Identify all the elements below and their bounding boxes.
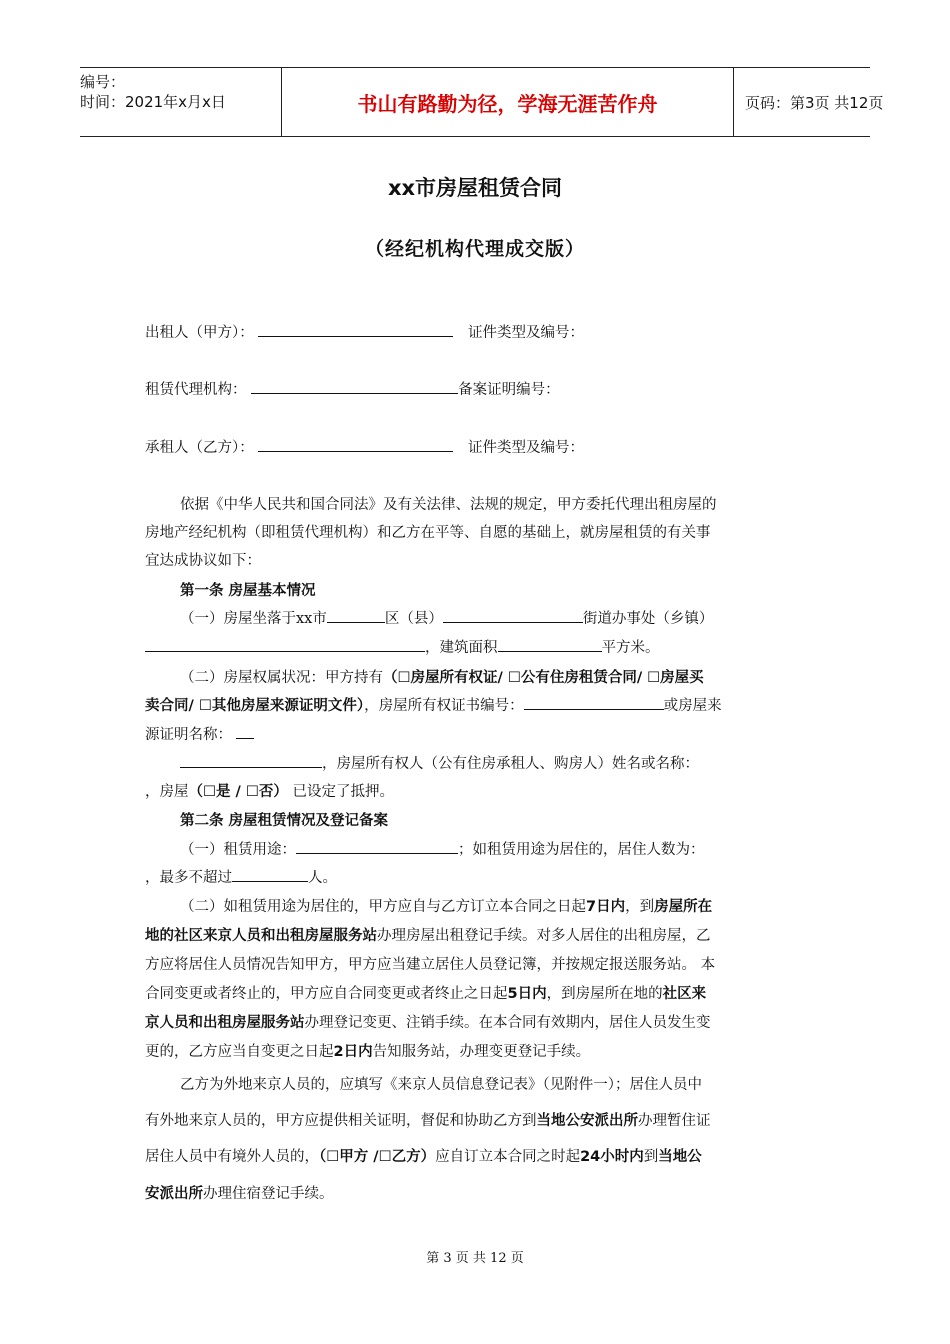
document-title: xx市房屋租赁合同 (387, 176, 563, 200)
agent-blank[interactable] (251, 379, 458, 394)
a2-text: 办理登记变更、注销手续。在本合同有效期内，居住人员发生变 (304, 1015, 711, 1031)
id-label-2: 证件类型及编号： (467, 440, 584, 456)
article-2-title: 第二条 房屋租赁情况及登记备案 (180, 813, 389, 829)
a2-place: 房屋所在 (654, 899, 713, 915)
a1-area-unit: 平方米。 (601, 640, 660, 656)
number-label: 编号： (80, 73, 126, 91)
header-table (80, 67, 884, 137)
a1-owner-label: ，房屋所有权人（公有住房承租人、购房人）姓名或名称： (322, 756, 699, 772)
lessee-blank[interactable] (258, 437, 453, 452)
a1-source-label: 或房屋来 (663, 698, 722, 714)
max-occupants-blank[interactable] (232, 867, 308, 882)
a2-text: 办理房屋出租登记手续。对多人居住的出租房屋，乙 (377, 928, 711, 944)
a1-line-4 (145, 694, 722, 715)
a2-max-unit: 人。 (308, 870, 337, 886)
header-meta (80, 68, 280, 136)
lessor-label: 出租人（甲方）： (145, 325, 254, 341)
a2-deadline-5: 5日内 (507, 986, 547, 1002)
a2-text: 办理住宿登记手续。 (203, 1186, 334, 1202)
lessor-blank[interactable] (258, 322, 453, 337)
header-page-info: 页码：第3页 共12页 (745, 93, 884, 112)
a2-line-7 (145, 1011, 711, 1032)
a2-line-5: 方应将居住人员情况告知甲方，甲方应当建立居住人员登记簿，并按规定报送服务站。 本 (145, 957, 716, 973)
a2-text: 更的，乙方应当自变更之日起 (145, 1044, 334, 1060)
district-blank[interactable] (327, 608, 385, 623)
a1-cert-label: ，房屋所有权证书编号： (364, 698, 524, 714)
cert-blank[interactable] (524, 695, 664, 710)
a2-line-2 (145, 866, 337, 887)
a1-district-label: 区（县） (384, 611, 443, 627)
a2-occupants-label: ；如租赁用途为居住的，居住人数为： (458, 842, 705, 858)
intro-line-3: 宜达成协议如下： (145, 553, 261, 569)
a1-mortgage-label: ，房屋 (145, 784, 189, 800)
a2-text: ，到房屋所在地的 (546, 986, 663, 1002)
a2-text: 告知服务站，办理变更登记手续。 (372, 1044, 591, 1060)
agent-line (145, 378, 560, 399)
header-motto: 书山有路勤为径，学海无涯苦作舟 (281, 68, 734, 136)
a2-place: 地的社区来京人员和出租房屋服务站 (145, 928, 377, 944)
a2-deadline-24h: 24小时内 (580, 1149, 644, 1165)
a1-line-5 (145, 723, 254, 744)
a2-text: 居住人员中有境外人员的， (145, 1149, 319, 1165)
a2-deadline-2: 2日内 (333, 1044, 373, 1060)
a2-deadline-7: 7日内 (586, 899, 626, 915)
a2-place: 京人员和出租房屋服务站 (145, 1015, 305, 1031)
a2-text: 合同变更或者终止的，甲方应自合同变更或者终止之日起 (145, 986, 508, 1002)
a2-line-1 (180, 838, 705, 859)
a1-mortgage-text: 已设定了抵押。 (287, 784, 394, 800)
a1-area-label: ，建筑面积 (425, 640, 498, 656)
a2-line-8 (145, 1040, 590, 1061)
a2-line-3 (180, 895, 712, 916)
a1-line-3 (180, 666, 704, 687)
intro-line-2: 房地产经纪机构（即租赁代理机构）和乙方在平等、自愿的基础上，就房屋租赁的有关事 (145, 525, 711, 541)
a2-line-11 (145, 1145, 702, 1166)
a2-police: 当地公 (658, 1149, 702, 1165)
a1-source-name-label: 源证明名称： (145, 727, 232, 743)
a2-party-options: （☐甲方 /☐乙方） (319, 1149, 436, 1165)
source-name-blank[interactable] (236, 724, 254, 739)
a2-max-label: ，最多不超过 (145, 870, 232, 886)
a2-police: 当地公安派出所 (536, 1113, 638, 1129)
article-1-title: 第一条 房屋基本情况 (180, 583, 316, 599)
intro-line-1: 依据《中华人民共和国合同法》及有关法律、法规的规定，甲方委托代理出租房屋的 (180, 497, 717, 513)
a1-line-6 (180, 752, 699, 773)
owner-blank[interactable] (180, 753, 322, 768)
a1-line-7 (145, 780, 394, 801)
a2-line-10 (145, 1109, 711, 1130)
a1-ownership-label: （二）房屋权属状况：甲方持有 (180, 670, 383, 686)
a2-line-12 (145, 1182, 334, 1203)
date-label: 时间：2021年x月x日 (80, 93, 226, 111)
a2-police: 安派出所 (145, 1186, 203, 1202)
lessee-label: 承租人（乙方）： (145, 440, 254, 456)
a2-line-6 (145, 982, 706, 1003)
street-blank[interactable] (443, 608, 583, 623)
a2-line-4 (145, 924, 711, 945)
lessor-line (145, 321, 584, 342)
a2-use-label: （一）租赁用途： (180, 842, 296, 858)
a2-line-9: 乙方为外地来京人员的，应填写《来京人员信息登记表》（见附件一）；居住人员中 (180, 1077, 702, 1093)
a2-text: 到 (643, 1149, 659, 1165)
filing-label: 备案证明编号： (458, 382, 560, 398)
a1-line-2 (145, 636, 660, 657)
a2-text: ，到 (625, 899, 655, 915)
a1-ownership-options: （☐房屋所有权证/ ☐公有住房租赁合同/ ☐房屋买 (383, 670, 704, 686)
a1-location-label: （一）房屋坐落于xx市 (180, 611, 327, 627)
document-subtitle: （经纪机构代理成交版） (364, 238, 585, 260)
a2-text: （二）如租赁用途为居住的，甲方应自与乙方订立本合同之日起 (180, 899, 586, 915)
id-label-1: 证件类型及编号： (467, 325, 584, 341)
a2-text: 有外地来京人员的，甲方应提供相关证明，督促和协助乙方到 (145, 1113, 537, 1129)
area-blank[interactable] (498, 637, 602, 652)
a2-text: 应自订立本合同之时起 (435, 1149, 581, 1165)
use-blank[interactable] (296, 839, 458, 854)
a1-mortgage-options: （☐是 / ☐否） (188, 784, 288, 800)
a1-line-1 (180, 607, 713, 628)
agent-label: 租赁代理机构： (145, 382, 247, 398)
a2-text: 办理暂住证 (638, 1113, 711, 1129)
address-blank[interactable] (145, 637, 425, 652)
lessee-line (145, 436, 584, 457)
a1-ownership-options-2: 卖合同/ ☐其他房屋来源证明文件） (145, 698, 365, 714)
a2-place: 社区来 (662, 986, 707, 1002)
page-footer: 第 3 页 共 12 页 (426, 1251, 524, 1266)
a1-street-label: 街道办事处（乡镇） (582, 611, 714, 627)
